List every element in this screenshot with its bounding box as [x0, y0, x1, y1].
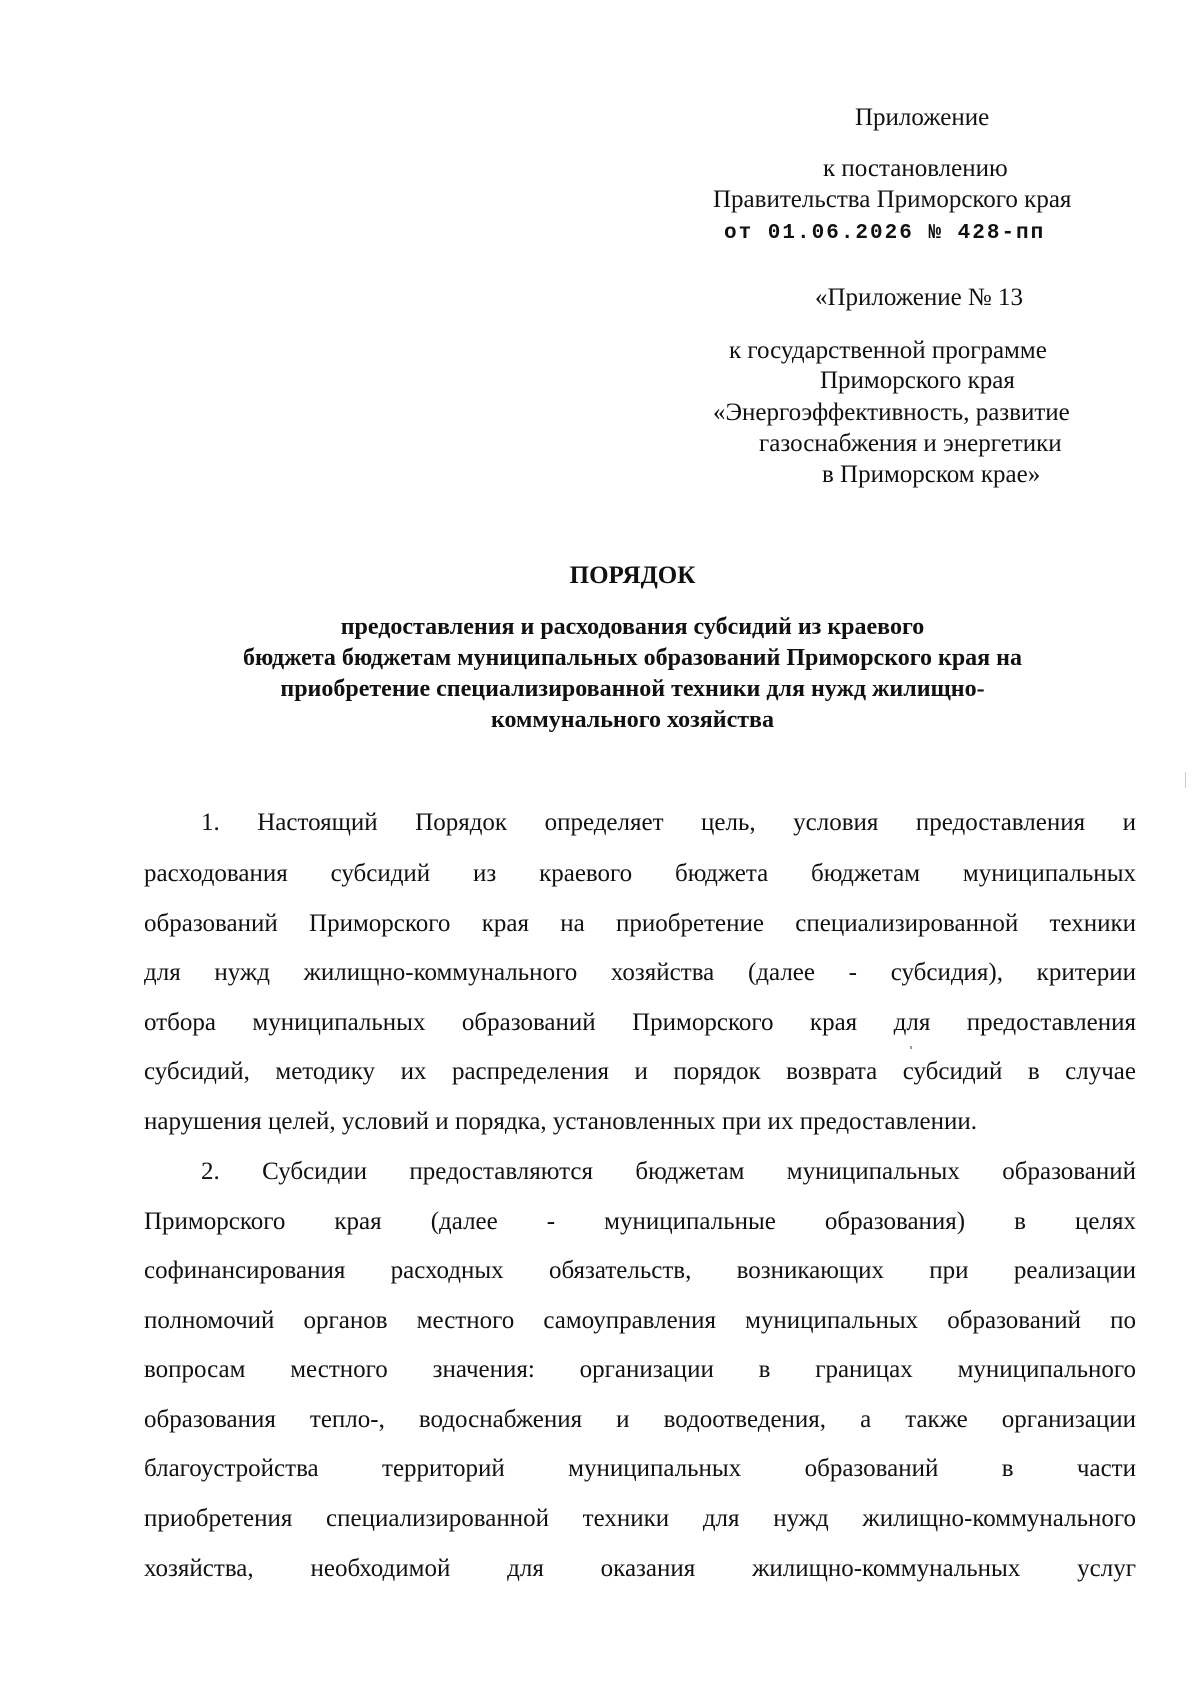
attachment-government-ref: Правительства Приморского края [713, 186, 1072, 213]
paragraph-1-line-4: для нужд жилищно-коммунального хозяйства (далее - субсидия), критерии [144, 959, 1136, 986]
paragraph-2-line-2: Приморского края (далее - муниципальные образования) в целях [144, 1208, 1136, 1235]
paragraph-2-line-6: образования тепло-, водоснабжения и водоотведения, а также организации [144, 1406, 1136, 1433]
paragraph-2-line-9: хозяйства, необходимой для оказания жилищно-коммунальных услуг [144, 1555, 1136, 1582]
paragraph-1-line-2: расходования субсидий из краевого бюджета бюджетам муниципальных [144, 860, 1136, 887]
paragraph-1-line-6: субсидий, методику их распределения и порядок возврата субсидий в случае [144, 1058, 1136, 1085]
paragraph-1-line-3: образований Приморского края на приобретение специализированной техники [144, 910, 1136, 937]
paragraph-2-line-4: полномочий органов местного самоуправления муниципальных образований по [144, 1307, 1136, 1334]
document-subtitle-line-2: бюджета бюджетам муниципальных образований Приморского края на [242, 645, 1022, 671]
paragraph-2-line-8: приобретения специализированной техники для нужд жилищно-коммунального [144, 1505, 1136, 1532]
program-attachment-line-2: к государственной программе [729, 337, 1047, 364]
paragraph-2-line-5: вопросам местного значения: организации в границах муниципального [144, 1356, 1136, 1383]
program-attachment-line-6: в Приморском крае» [822, 461, 1041, 488]
attachment-label: Приложение [855, 104, 990, 131]
attachment-resolution-ref: к постановлению [823, 155, 1008, 182]
paragraph-1-line-7: нарушения целей, условий и порядка, установленных при их предоставлении. [144, 1108, 978, 1135]
paragraph-2-line-1: 2. Субсидии предоставляются бюджетам муниципальных образований [201, 1158, 1136, 1185]
paragraph-1-line-1: 1. Настоящий Порядок определяет цель, условия предоставления и [201, 809, 1136, 836]
scan-edge-mark [1185, 772, 1186, 788]
program-attachment-line-5: газоснабжения и энергетики [759, 430, 1062, 457]
paragraph-1-line-5: отбора муниципальных образований Приморского края для предоставления [144, 1009, 1136, 1036]
document-subtitle-line-3: приобретение специализированной техники для нужд жилищно- [280, 676, 985, 702]
paragraph-2-line-7: благоустройства территорий муниципальных образований в части [144, 1455, 1136, 1482]
document-title: ПОРЯДОК [569, 562, 696, 589]
program-attachment-line-4: «Энергоэффективность, развитие [713, 399, 1070, 426]
attachment-date-number: от 01.06.2026 № 428-пп [724, 222, 1046, 245]
paragraph-2-line-3: софинансирования расходных обязательств, возникающих при реализации [144, 1257, 1136, 1284]
document-subtitle-line-4: коммунального хозяйства [490, 707, 775, 733]
document-subtitle-line-1: предоставления и расходования субсидий из краевого [340, 614, 925, 640]
program-attachment-line-3: Приморского края [820, 367, 1015, 394]
scan-speck [910, 1046, 912, 1049]
program-attachment-label: «Приложение № 13 [815, 284, 1024, 311]
